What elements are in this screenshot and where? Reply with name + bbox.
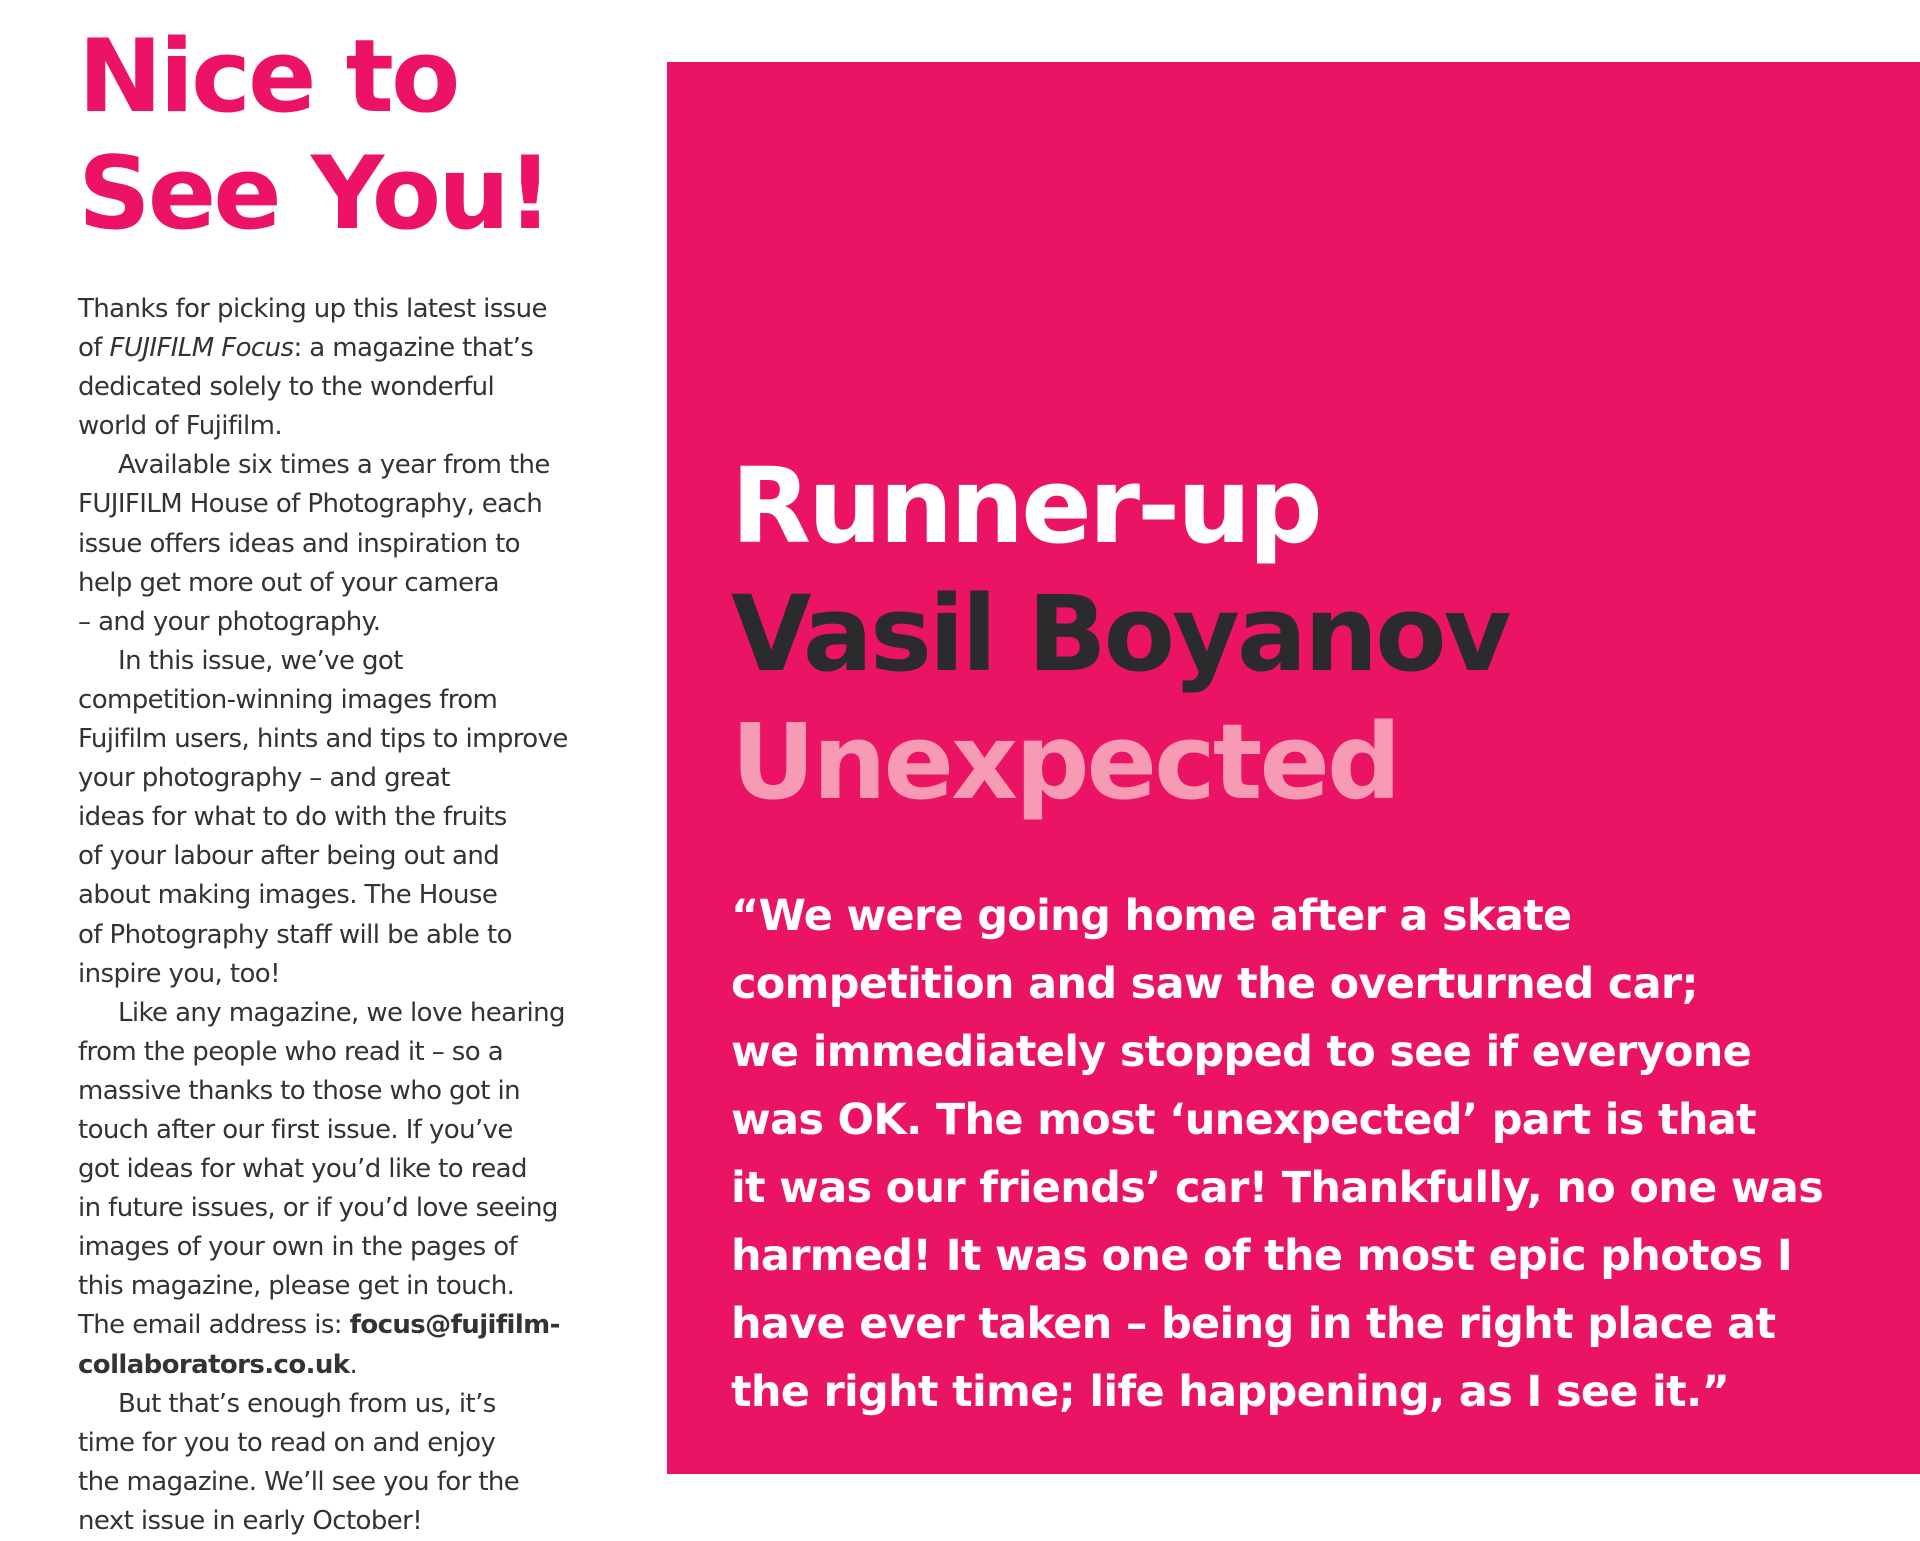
quote-line: we immediately stopped to see if everyone xyxy=(731,1027,1752,1077)
panel-title xyxy=(731,442,1508,826)
text-span: . xyxy=(349,1349,358,1380)
text-line: But that’s enough from us, it’s xyxy=(118,1388,496,1419)
text-line: the magazine. We’ll see you for the xyxy=(78,1466,520,1497)
text-line: from the people who read it – so a xyxy=(78,1036,504,1067)
text-line: world of Fujifilm. xyxy=(78,411,283,442)
quote-line: competition and saw the overturned car; xyxy=(731,959,1698,1009)
runner-up-panel xyxy=(667,62,1920,1474)
text-line: got ideas for what you’d like to read xyxy=(78,1154,527,1185)
editorial-column xyxy=(78,18,638,1541)
text-line: issue offers ideas and inspiration to xyxy=(78,528,520,559)
text-line: FUJIFILM House of Photography, each xyxy=(78,489,543,520)
intro-body xyxy=(78,290,638,1541)
email-link-part-1[interactable]: focus@fujifilm- xyxy=(349,1310,560,1341)
quote-line: was OK. The most ‘unexpected’ part is that xyxy=(731,1095,1756,1145)
text-line: next issue in early October! xyxy=(78,1505,423,1536)
quote-line: “We were going home after a skate xyxy=(731,891,1572,941)
text-line: dedicated solely to the wonderful xyxy=(78,372,495,403)
text-line: Available six times a year from the xyxy=(118,450,550,481)
text-span: of xyxy=(78,333,110,364)
text-span: : a magazine that’s xyxy=(293,333,534,364)
text-line: time for you to read on and enjoy xyxy=(78,1427,496,1458)
quote-line: the right time; life happening, as I see it.” xyxy=(731,1367,1730,1417)
text-line xyxy=(78,329,638,368)
photographer-name: Vasil Boyanov xyxy=(731,573,1509,695)
text-line: in future issues, or if you’d love seeing xyxy=(78,1193,558,1224)
intro-paragraph-4 xyxy=(78,994,638,1385)
intro-paragraph-3 xyxy=(78,642,638,994)
award-label: Runner-up xyxy=(731,445,1320,567)
text-line: Like any magazine, we love hearing xyxy=(118,997,565,1028)
text-line: your photography – and great xyxy=(78,763,450,794)
page-headline xyxy=(78,18,638,252)
text-line xyxy=(78,1346,638,1385)
text-line: touch after our first issue. If you’ve xyxy=(78,1114,513,1145)
headline-line-1: Nice to xyxy=(78,17,458,135)
category-label: Unexpected xyxy=(731,701,1399,823)
text-line: competition-winning images from xyxy=(78,684,498,715)
headline-line-2: See You! xyxy=(78,134,551,252)
text-line: Fujifilm users, hints and tips to improve xyxy=(78,724,568,755)
text-line: Thanks for picking up this latest issue xyxy=(78,294,547,324)
text-line: about making images. The House xyxy=(78,880,498,911)
text-span: The email address is: xyxy=(78,1310,350,1341)
text-line: inspire you, too! xyxy=(78,958,280,989)
quote-line: it was our friends’ car! Thankfully, no one was xyxy=(731,1163,1824,1213)
magazine-title: FUJIFILM Focus xyxy=(109,333,294,364)
quote-line: harmed! It was one of the most epic photos I xyxy=(731,1231,1793,1281)
text-line: – and your photography. xyxy=(78,606,381,637)
text-line: images of your own in the pages of xyxy=(78,1232,518,1263)
intro-paragraph-1 xyxy=(78,290,638,446)
text-line: ideas for what to do with the fruits xyxy=(78,802,507,833)
text-line xyxy=(78,1306,638,1345)
text-line: massive thanks to those who got in xyxy=(78,1075,521,1106)
text-line: of Photography staff will be able to xyxy=(78,919,512,950)
text-line: this magazine, please get in touch. xyxy=(78,1271,515,1302)
quote-line: have ever taken – being in the right place at xyxy=(731,1299,1776,1349)
photographer-quote xyxy=(731,882,1823,1426)
text-line: of your labour after being out and xyxy=(78,841,500,872)
intro-paragraph-2 xyxy=(78,446,638,641)
text-line: help get more out of your camera xyxy=(78,567,499,598)
text-line: In this issue, we’ve got xyxy=(118,645,403,676)
intro-paragraph-5 xyxy=(78,1385,638,1541)
email-link-part-2[interactable]: collaborators.co.uk xyxy=(78,1349,350,1380)
